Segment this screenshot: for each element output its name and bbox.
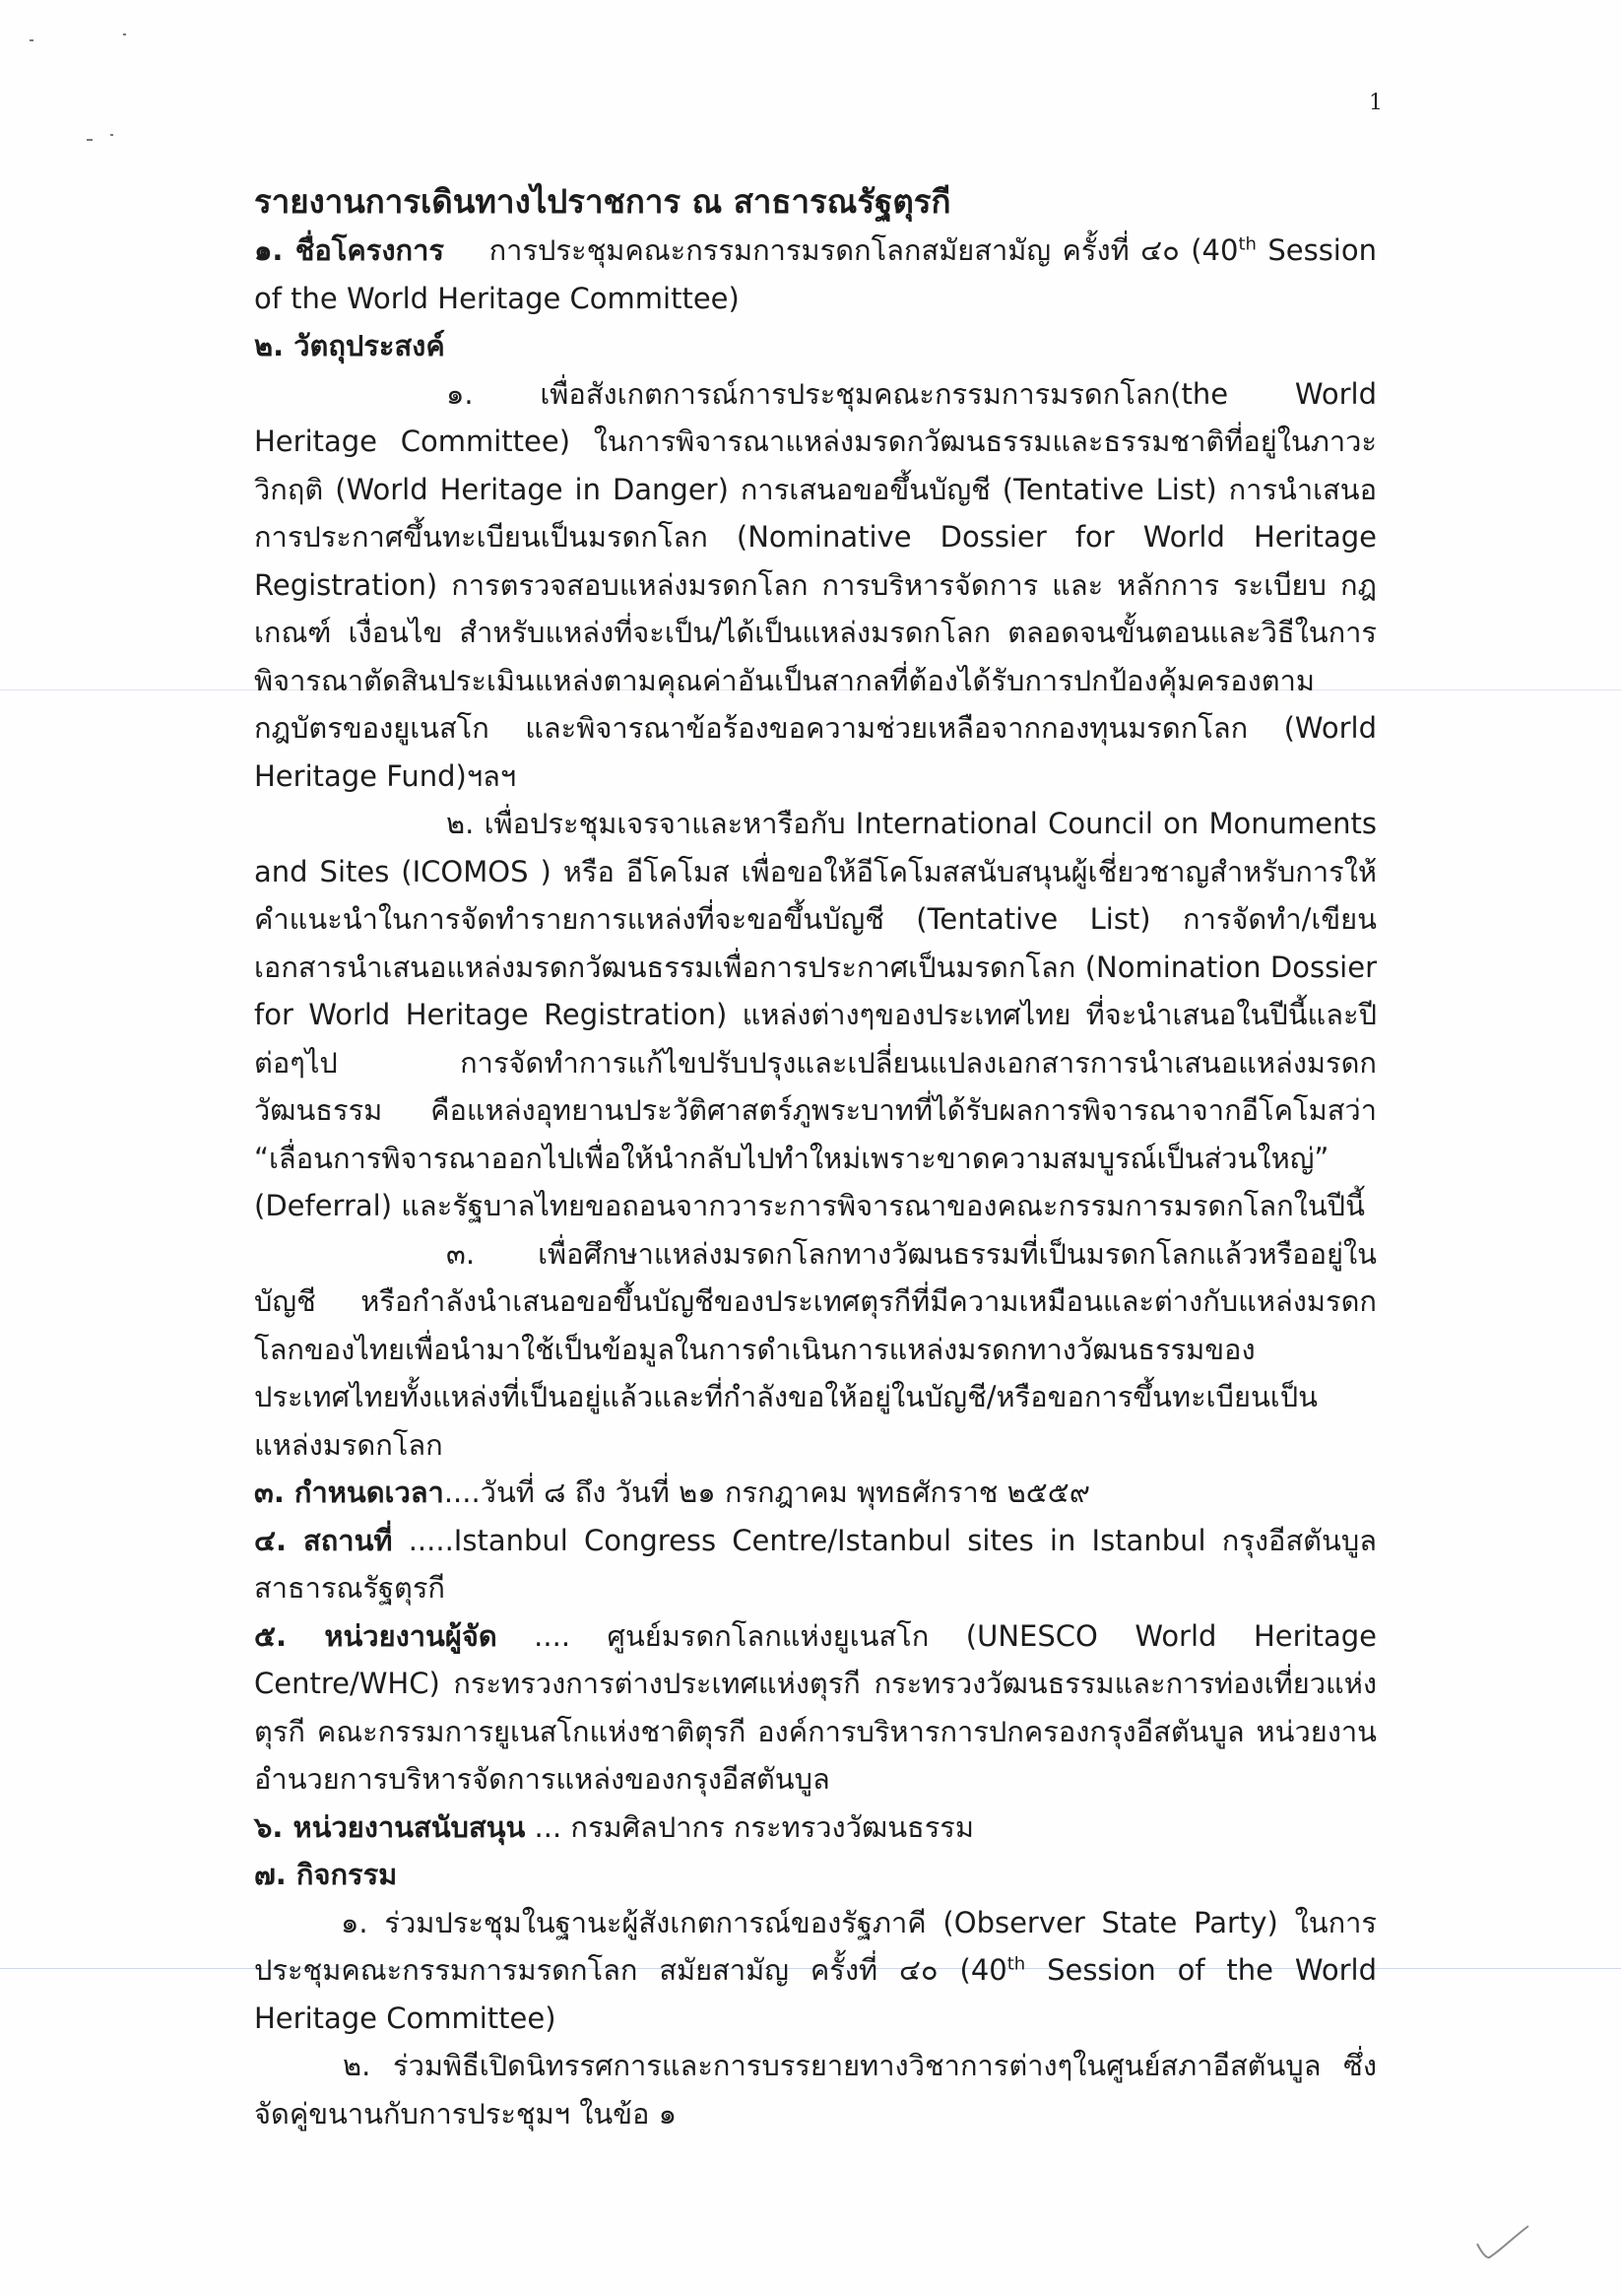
section-objectives-heading: ๒. วัตถุประสงค์ bbox=[254, 329, 445, 362]
section-project-name bbox=[254, 227, 1377, 322]
section-label: ๔. สถานที่ bbox=[254, 1523, 393, 1557]
page-number: 1 bbox=[1369, 91, 1383, 115]
section-supporter bbox=[254, 1804, 1377, 1852]
section-label: ๓. กำหนดเวลา bbox=[254, 1476, 444, 1509]
supporter-text: ... กรมศิลปากร กระทรวงวัฒนธรรม bbox=[525, 1809, 974, 1844]
objective-paragraph-2: ๒. เพื่อประชุมเจรจาและหารือกับ International Council on Monuments and Sites (ICOMOS ) หรือ อีโคโมส เพื่อขอให้อีโคโมสสนับสนุนผู้เชี่ยวชาญสำหรับการให้คำแนะนำในการจัดทำรายการแหล่งที่จะขอขึ้นบัญชี (Tentative List) การจัดทำ/เขียนเอกสารนำเสนอแหล่งมรดกวัฒนธรรมเพื่อการประกาศเป็นมรดกโลก (Nomination Dossier for World Heritage Registration) แหล่งต่างๆของประเทศไทย ที่จะนำเสนอในปีนี้และปีต่อๆไป การจัดทำการแก้ไขปรับปรุงและเปลี่ยนแปลงเอกสารการนำเสนอแหล่งมรดกวัฒนธรรม คือแหล่งอุทยานประวัติศาสตร์ภูพระบาทที่ได้รับผลการพิจารณาจากอีโคโมสว่า “เลื่อนการพิจารณาออกไปเพื่อให้นำกลับไปทำใหม่เพราะขาดความสมบูรณ์เป็นส่วนใหญ่” (Deferral) และรัฐบาลไทยขอถอนจากวาระการพิจารณาของคณะกรรมการมรดกโลกในปีนี้ bbox=[254, 807, 1377, 1222]
page-title: รายงานการเดินทางไปราชการ ณ สาธารณรัฐตุรกี bbox=[254, 182, 951, 221]
superscript: th bbox=[1238, 233, 1257, 255]
section-label: ๑. ชื่อโครงการ bbox=[254, 233, 444, 267]
section-label: ๖. หน่วยงานสนับสนุน bbox=[254, 1809, 526, 1844]
objective-paragraph-3: ๓. เพื่อศึกษาแหล่งมรดกโลกทางวัฒนธรรมที่เป็นมรดกโลกแล้วหรืออยู่ในบัญชี หรือกำลังนำเสนอขอขึ้นบัญชีของประเทศตุรกีที่มีความเหมือนและต่างกับแหล่งมรดกโลกของไทยเพื่อนำมาใช้เป็นข้อมูลในการดำเนินการแหล่งมรดกทางวัฒนธรรมของประเทศไทยทั้งแหล่งที่เป็นอยู่แล้วและที่กำลังขอให้อยู่ในบัญชี/หรือขอการขึ้นทะเบียนเป็นแหล่งมรดกโลก bbox=[254, 1236, 1377, 1462]
venue-text: .....Istanbul Congress Centre/Istanbul sites in Istanbul กรุงอีสตันบูล สาธารณรัฐตุรกี bbox=[254, 1523, 1377, 1605]
section-label: ๕. หน่วยงานผู้จัด bbox=[254, 1618, 497, 1653]
scan-dot bbox=[87, 139, 93, 141]
section-schedule bbox=[254, 1469, 1377, 1517]
project-name-text-end: Session of the World Heritage Committee) bbox=[254, 233, 1377, 315]
activity-paragraph-2: ๒. ร่วมพิธีเปิดนิทรรศการและการบรรยายทางวิชาการต่างๆในศูนย์สภาอีสตันบูล ซึ่งจัดคู่ขนานกับการประชุมฯ ในข้อ ๑ bbox=[254, 2049, 1377, 2131]
activity-paragraph-1 bbox=[254, 1899, 1377, 2043]
check-mark-icon bbox=[1473, 2222, 1530, 2262]
objective-paragraph-1: ๑. เพื่อสังเกตการณ์การประชุมคณะกรรมการมรดกโลก(the World Heritage Committee) ในการพิจารณาแหล่งมรดกวัฒนธรรมและธรรมชาติที่อยู่ในภาวะวิกฤติ (World Heritage in Danger) การเสนอขอขึ้นบัญชี (Tentative List) การนำเสนอการประกาศขึ้นทะเบียนเป็นมรดกโลก (Nominative Dossier for World Heritage Registration) การตรวจสอบแหล่งมรดกโลก การบริหารจัดการ และ หลักการ ระเบียบ กฎเกณฑ์ เงื่อนไข สำหรับแหล่งที่จะเป็น/ได้เป็นแหล่งมรดกโลก ตลอดจนขั้นตอนและวิธีในการพิจารณาตัดสินประเมินแหล่งตามคุณค่าอันเป็นสากลที่ต้องได้รับการปกป้องคุ้มครองตามกฎบัตรของยูเนสโก และพิจารณาข้อร้องขอความช่วยเหลือจากกองทุนมรดกโลก (World Heritage Fund)ฯลฯ bbox=[254, 376, 1377, 793]
section-activities-heading: ๗. กิจกรรม bbox=[254, 1858, 398, 1891]
organizer-text: .... ศูนย์มรดกโลกแห่งยูเนสโก (UNESCO World Heritage Centre/WHC) กระทรวงการต่างประเทศแห่งตุรกี กระทรวงวัฒนธรรมและการท่องเที่ยวแห่งตุรกี คณะกรรมการยูเนสโกแห่งชาติตุรกี องค์การบริหารการปกครองกรุงอีสตันบูล หน่วยงานอำนวยการบริหารจัดการแหล่งของกรุงอีสตันบูล bbox=[254, 1618, 1377, 1796]
section-organizer bbox=[254, 1612, 1377, 1804]
section-venue bbox=[254, 1517, 1377, 1612]
activity-text: ๑. ร่วมประชุมในฐานะผู้สังเกตการณ์ของรัฐภาคี (Observer State Party) ในการประชุมคณะกรรมการมรดกโลก สมัยสามัญ ครั้งที่ ๔๐ (40 bbox=[254, 1905, 1377, 1987]
activity-text-end: Session of the World Heritage Committee) bbox=[254, 1953, 1377, 2035]
superscript: th bbox=[1006, 1953, 1026, 1975]
scan-dot bbox=[123, 33, 126, 35]
schedule-text: ....วันที่ ๘ ถึง วันที่ ๒๑ กรกฎาคม พุทธศักราช ๒๕๕๙ bbox=[443, 1476, 1090, 1509]
project-name-text: การประชุมคณะกรรมการมรดกโลกสมัยสามัญ ครั้งที่ ๔๐ (40 bbox=[488, 233, 1239, 267]
report-body bbox=[254, 177, 1377, 2137]
scan-dot bbox=[30, 39, 33, 41]
scan-dot bbox=[110, 134, 113, 136]
